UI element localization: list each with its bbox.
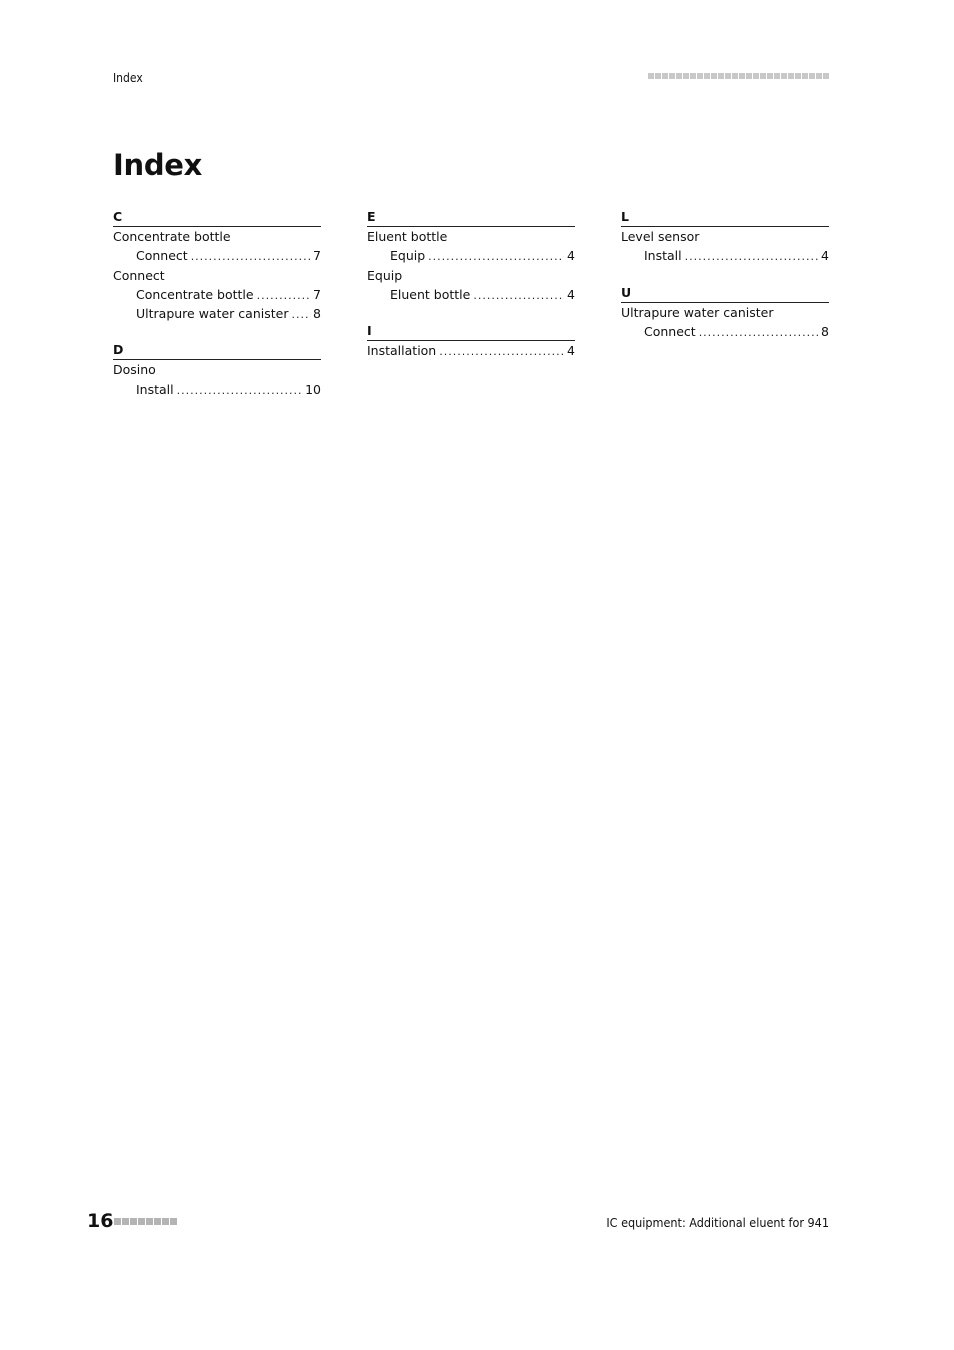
index-letter: I <box>367 322 575 341</box>
decoration-square <box>795 73 801 79</box>
decoration-square <box>683 73 689 79</box>
decoration-square <box>662 73 668 79</box>
running-head-title: Index <box>113 71 143 85</box>
index-letter: D <box>113 341 321 360</box>
decoration-square <box>162 1218 169 1225</box>
index-term: Installation <box>367 343 437 359</box>
index-entry[interactable] <box>367 341 575 360</box>
dot-leader <box>191 247 310 266</box>
footer-page-number: 16 <box>87 1210 114 1232</box>
decoration-square <box>122 1218 129 1225</box>
index-term: Ultrapure water canister <box>621 304 774 320</box>
decoration-square <box>809 73 815 79</box>
decoration-square <box>648 73 654 79</box>
index-subentry[interactable] <box>113 380 321 399</box>
index-subentry[interactable] <box>621 322 829 341</box>
dot-leader <box>473 286 564 305</box>
page-reference[interactable]: 4 <box>567 343 575 359</box>
dot-leader <box>685 247 818 266</box>
decoration-square <box>823 73 829 79</box>
decoration-square <box>146 1218 153 1225</box>
index-letter: E <box>367 208 575 227</box>
index-group-u <box>621 284 829 342</box>
decoration-square <box>816 73 822 79</box>
decoration-square <box>802 73 808 79</box>
decoration-square <box>739 73 745 79</box>
index-term: Dosino <box>113 362 156 378</box>
index-subentry-label: Install <box>644 248 682 264</box>
index-column-3 <box>621 208 829 359</box>
decoration-square <box>788 73 794 79</box>
decoration-square <box>774 73 780 79</box>
page-reference[interactable]: 4 <box>567 248 575 264</box>
index-group-e <box>367 208 575 304</box>
decoration-square <box>130 1218 137 1225</box>
decoration-square <box>154 1218 161 1225</box>
dot-leader <box>257 286 310 305</box>
page-reference[interactable]: 10 <box>305 381 321 397</box>
page-title: Index <box>113 148 203 182</box>
page-reference[interactable]: 4 <box>821 248 829 264</box>
index-group-c <box>113 208 321 323</box>
index-term: Equip <box>367 267 403 283</box>
index-subentry-label: Connect <box>136 248 188 264</box>
index-letter: L <box>621 208 829 227</box>
index-term: Concentrate bottle <box>113 229 231 244</box>
index-subentry[interactable] <box>367 246 575 265</box>
header-decoration-squares <box>648 73 829 79</box>
footer-document-title: IC equipment: Additional eluent for 941 <box>606 1215 829 1230</box>
page-reference[interactable]: 8 <box>821 323 829 339</box>
index-subentry-label: Eluent bottle <box>390 286 471 302</box>
dot-leader <box>291 305 310 324</box>
decoration-square <box>732 73 738 79</box>
index-subentry[interactable] <box>367 285 575 304</box>
decoration-square <box>746 73 752 79</box>
index-subentry-label: Install <box>136 381 174 397</box>
decoration-square <box>704 73 710 79</box>
dot-leader <box>428 247 564 266</box>
page-reference[interactable]: 7 <box>313 248 321 264</box>
index-group-i <box>367 322 575 360</box>
decoration-square <box>138 1218 145 1225</box>
index-group-l <box>621 208 829 266</box>
decoration-square <box>753 73 759 79</box>
index-term: Level sensor <box>621 229 700 244</box>
index-subentry[interactable] <box>113 246 321 265</box>
index-subentry-label: Connect <box>644 323 696 339</box>
decoration-square <box>690 73 696 79</box>
decoration-square <box>669 73 675 79</box>
decoration-square <box>655 73 661 79</box>
decoration-square <box>718 73 724 79</box>
index-subentry-label: Ultrapure water canister <box>136 306 289 322</box>
decoration-square <box>725 73 731 79</box>
index-subentry[interactable] <box>113 304 321 323</box>
dot-leader <box>699 323 818 342</box>
page-reference[interactable]: 8 <box>313 306 321 322</box>
index-term: Connect <box>113 267 165 283</box>
decoration-square <box>114 1218 121 1225</box>
index-letter: U <box>621 284 829 303</box>
page-reference[interactable]: 4 <box>567 286 575 302</box>
decoration-square <box>760 73 766 79</box>
decoration-square <box>767 73 773 79</box>
decoration-square <box>781 73 787 79</box>
index-group-d <box>113 341 321 399</box>
index-subentry[interactable] <box>621 246 829 265</box>
footer-decoration-squares <box>114 1218 177 1225</box>
dot-leader <box>177 381 302 400</box>
index-column-1 <box>113 208 321 417</box>
index-letter: C <box>113 208 321 227</box>
index-term: Eluent bottle <box>367 229 448 244</box>
dot-leader <box>439 342 564 361</box>
index-column-2 <box>367 208 575 378</box>
decoration-square <box>676 73 682 79</box>
decoration-square <box>697 73 703 79</box>
page-reference[interactable]: 7 <box>313 286 321 302</box>
index-subentry-label: Concentrate bottle <box>136 286 254 302</box>
index-subentry-label: Equip <box>390 248 426 264</box>
index-subentry[interactable] <box>113 285 321 304</box>
decoration-square <box>711 73 717 79</box>
decoration-square <box>170 1218 177 1225</box>
